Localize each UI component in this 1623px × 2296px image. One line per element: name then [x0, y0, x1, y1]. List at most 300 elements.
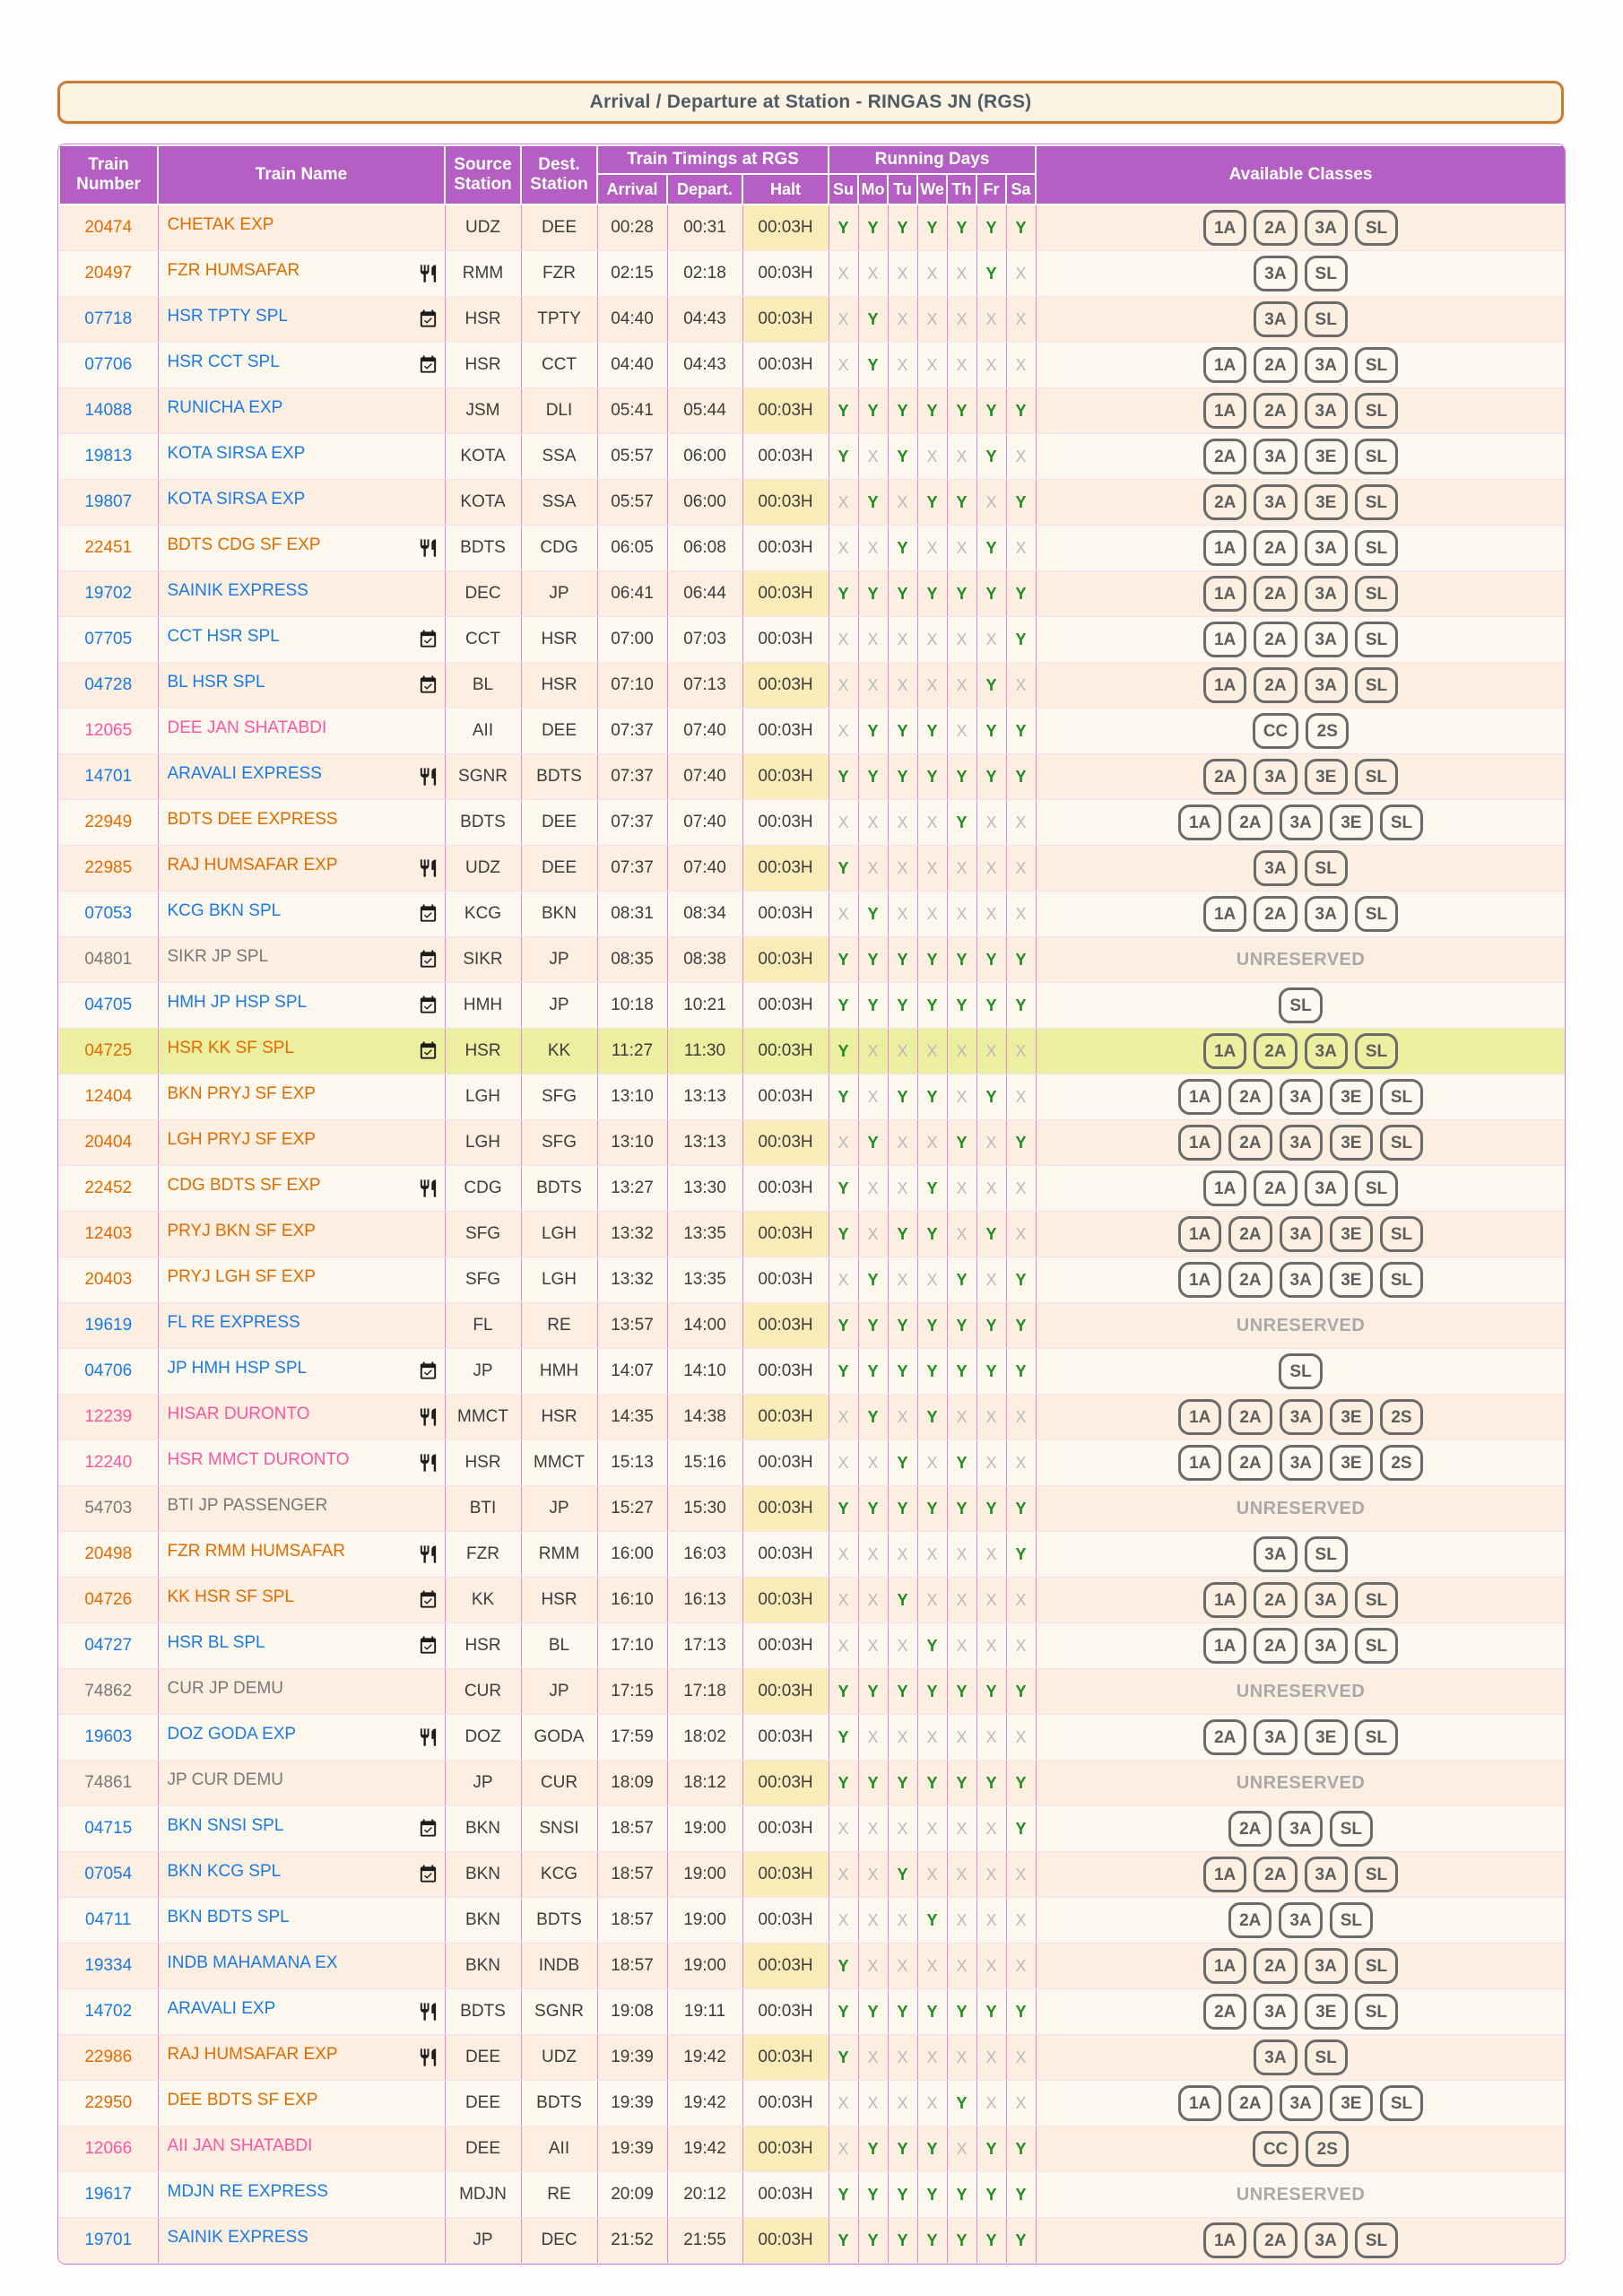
- train-number-link[interactable]: 19702: [59, 571, 158, 617]
- available-classes: [1036, 1395, 1566, 1440]
- running-day-su: Y: [829, 1669, 858, 1715]
- train-name-link[interactable]: [158, 1989, 445, 2035]
- halt-duration: 00:03H: [742, 1989, 829, 2035]
- class-badge: 3A: [1280, 1216, 1323, 1252]
- train-name-text: HSR CCT SPL: [167, 352, 280, 371]
- train-row: [59, 1944, 1566, 1989]
- available-classes: [1036, 1806, 1566, 1852]
- departure-time: 06:08: [667, 526, 742, 571]
- running-day-tu: Y: [888, 2218, 917, 2264]
- class-badge: 3A: [1305, 896, 1348, 932]
- source-station: KOTA: [445, 480, 521, 526]
- train-number-link[interactable]: 22986: [59, 2035, 158, 2081]
- train-number-link[interactable]: 19603: [59, 1715, 158, 1761]
- train-number-link[interactable]: 04801: [59, 937, 158, 983]
- train-number-link[interactable]: 22950: [59, 2081, 158, 2126]
- source-station: KCG: [445, 891, 521, 937]
- train-name-link[interactable]: [158, 1349, 445, 1395]
- source-station: MDJN: [445, 2172, 521, 2218]
- train-number-link[interactable]: 74862: [59, 1669, 158, 1715]
- train-name-link[interactable]: [158, 617, 445, 663]
- class-badge: 3E: [1305, 1719, 1348, 1755]
- dest-station: DEE: [521, 846, 597, 891]
- train-number-link[interactable]: 12066: [59, 2126, 158, 2172]
- halt-duration: 00:03H: [742, 2035, 829, 2081]
- running-day-su: Y: [829, 1944, 858, 1989]
- col-header-halt: Halt: [742, 174, 829, 204]
- arrival-time: 18:57: [597, 1944, 667, 1989]
- running-day-mo: X: [858, 1074, 888, 1120]
- running-day-we: X: [917, 617, 947, 663]
- halt-duration: 00:03H: [742, 1395, 829, 1440]
- train-number-link[interactable]: 07705: [59, 617, 158, 663]
- arrival-time: 07:37: [597, 709, 667, 754]
- running-day-sa: Y: [1006, 1486, 1036, 1532]
- running-day-we: X: [917, 1257, 947, 1303]
- train-name-link[interactable]: [158, 1257, 445, 1303]
- arrival-time: 13:10: [597, 1120, 667, 1166]
- class-badge: 1A: [1178, 1445, 1221, 1481]
- running-day-tu: X: [888, 480, 917, 526]
- running-day-we: X: [917, 434, 947, 480]
- train-name-link[interactable]: [158, 1166, 445, 1212]
- train-name-text: ARAVALI EXP: [167, 1999, 276, 2018]
- train-number-link[interactable]: 19619: [59, 1303, 158, 1349]
- running-day-su: Y: [829, 2218, 858, 2264]
- running-day-th: X: [947, 1623, 976, 1669]
- train-name-link[interactable]: [158, 663, 445, 709]
- train-number-link[interactable]: 04706: [59, 1349, 158, 1395]
- train-name-link[interactable]: [158, 571, 445, 617]
- dest-station: SFG: [521, 1120, 597, 1166]
- class-badge: 3E: [1305, 484, 1348, 520]
- dest-station: RMM: [521, 1532, 597, 1578]
- train-number-link[interactable]: 07054: [59, 1852, 158, 1898]
- train-name-text: RUNICHA EXP: [167, 398, 283, 417]
- running-day-tu: Y: [888, 709, 917, 754]
- train-name-link[interactable]: [158, 1623, 445, 1669]
- train-number-link[interactable]: 04711: [59, 1898, 158, 1944]
- running-day-we: Y: [917, 937, 947, 983]
- train-name-link[interactable]: [158, 251, 445, 297]
- class-badge: SL: [1380, 804, 1423, 840]
- train-number-link[interactable]: 20497: [59, 251, 158, 297]
- running-day-su: X: [829, 800, 858, 846]
- train-name-link[interactable]: [158, 709, 445, 754]
- source-station: DEE: [445, 2035, 521, 2081]
- train-name-link[interactable]: [158, 1440, 445, 1486]
- dest-station: DEE: [521, 709, 597, 754]
- train-number-link[interactable]: 54703: [59, 1486, 158, 1532]
- train-number-link[interactable]: 07718: [59, 297, 158, 343]
- class-badge: 1A: [1178, 1262, 1221, 1298]
- class-badge: 3A: [1305, 1948, 1348, 1984]
- running-day-sa: X: [1006, 1440, 1036, 1486]
- train-number-link[interactable]: 04727: [59, 1623, 158, 1669]
- train-number-link[interactable]: 22452: [59, 1166, 158, 1212]
- running-day-th: Y: [947, 1761, 976, 1806]
- train-name-link[interactable]: [158, 526, 445, 571]
- train-name-link[interactable]: [158, 1395, 445, 1440]
- train-name-text: BKN KCG SPL: [167, 1862, 282, 1881]
- running-day-sa: X: [1006, 434, 1036, 480]
- train-row: [59, 1257, 1566, 1303]
- dest-station: JP: [521, 1486, 597, 1532]
- halt-duration: 00:03H: [742, 1440, 829, 1486]
- train-name-text: PRYJ LGH SF EXP: [167, 1267, 316, 1286]
- running-day-we: X: [917, 1440, 947, 1486]
- train-number-link[interactable]: 04705: [59, 983, 158, 1029]
- running-day-th: X: [947, 1532, 976, 1578]
- departure-time: 16:13: [667, 1578, 742, 1623]
- train-name-link[interactable]: [158, 2126, 445, 2172]
- halt-duration: 00:03H: [742, 1486, 829, 1532]
- dest-station: SSA: [521, 434, 597, 480]
- train-row: [59, 709, 1566, 754]
- running-day-th: Y: [947, 2081, 976, 2126]
- table-header: [59, 145, 1566, 204]
- running-day-su: Y: [829, 1212, 858, 1257]
- class-badge: SL: [1355, 393, 1398, 429]
- class-badge: 3A: [1254, 301, 1297, 337]
- train-number-link[interactable]: 14701: [59, 754, 158, 800]
- train-name-text: JP HMH HSP SPL: [167, 1359, 308, 1378]
- running-day-mo: Y: [858, 571, 888, 617]
- calendar-icon: [418, 948, 438, 972]
- train-number-link[interactable]: 12240: [59, 1440, 158, 1486]
- available-classes: [1036, 2172, 1566, 2218]
- running-day-we: X: [917, 1715, 947, 1761]
- train-number-link[interactable]: 20404: [59, 1120, 158, 1166]
- running-day-th: Y: [947, 983, 976, 1029]
- class-badge: 2A: [1228, 2085, 1271, 2121]
- train-name-link[interactable]: [158, 1669, 445, 1715]
- running-day-mo: X: [858, 846, 888, 891]
- running-day-fr: X: [976, 1715, 1006, 1761]
- train-number-link[interactable]: 20498: [59, 1532, 158, 1578]
- train-row: [59, 1715, 1566, 1761]
- train-number-link[interactable]: 07053: [59, 891, 158, 937]
- running-day-su: X: [829, 663, 858, 709]
- running-day-sa: X: [1006, 526, 1036, 571]
- running-day-th: Y: [947, 1440, 976, 1486]
- class-badge: CC: [1253, 713, 1298, 749]
- running-day-su: Y: [829, 1029, 858, 1074]
- col-header-arrival: Arrival: [597, 174, 667, 204]
- dest-station: BDTS: [521, 1898, 597, 1944]
- train-row: [59, 2218, 1566, 2264]
- train-name-link[interactable]: [158, 891, 445, 937]
- train-number-link[interactable]: 22985: [59, 846, 158, 891]
- train-number-link[interactable]: 04728: [59, 663, 158, 709]
- running-day-we: Y: [917, 1166, 947, 1212]
- train-name-link[interactable]: [158, 1212, 445, 1257]
- train-name-link[interactable]: [158, 1806, 445, 1852]
- running-day-su: X: [829, 1898, 858, 1944]
- running-day-fr: Y: [976, 434, 1006, 480]
- running-day-sa: Y: [1006, 617, 1036, 663]
- dest-station: HMH: [521, 1349, 597, 1395]
- running-day-fr: Y: [976, 983, 1006, 1029]
- running-day-mo: Y: [858, 343, 888, 388]
- class-badge: 3E: [1330, 2085, 1373, 2121]
- arrival-time: 10:18: [597, 983, 667, 1029]
- departure-time: 14:38: [667, 1395, 742, 1440]
- train-name-link[interactable]: [158, 343, 445, 388]
- running-day-we: Y: [917, 2126, 947, 2172]
- class-badge: 1A: [1203, 1170, 1246, 1206]
- running-day-tu: Y: [888, 983, 917, 1029]
- class-badge: SL: [1355, 576, 1398, 612]
- available-classes: [1036, 1898, 1566, 1944]
- running-day-tu: X: [888, 663, 917, 709]
- train-row: [59, 526, 1566, 571]
- train-row: [59, 2081, 1566, 2126]
- train-row: [59, 434, 1566, 480]
- class-badge: SL: [1305, 301, 1348, 337]
- train-name-link[interactable]: [158, 983, 445, 1029]
- running-day-su: X: [829, 891, 858, 937]
- running-day-sa: X: [1006, 1898, 1036, 1944]
- class-badge: SL: [1355, 439, 1398, 474]
- available-classes: [1036, 1486, 1566, 1532]
- train-number-link[interactable]: 74861: [59, 1761, 158, 1806]
- class-badge: SL: [1305, 256, 1348, 291]
- departure-time: 19:11: [667, 1989, 742, 2035]
- class-badge: SL: [1330, 1811, 1373, 1847]
- source-station: SIKR: [445, 937, 521, 983]
- running-day-mo: Y: [858, 1349, 888, 1395]
- departure-time: 08:34: [667, 891, 742, 937]
- train-name-link[interactable]: [158, 846, 445, 891]
- train-number-link[interactable]: 20474: [59, 204, 158, 251]
- running-day-tu: Y: [888, 1669, 917, 1715]
- running-day-tu: Y: [888, 204, 917, 251]
- available-classes: [1036, 251, 1566, 297]
- train-name-link[interactable]: [158, 2172, 445, 2218]
- train-number-link[interactable]: 22949: [59, 800, 158, 846]
- class-badge: 1A: [1178, 1079, 1221, 1115]
- train-name-link[interactable]: [158, 388, 445, 434]
- source-station: BKN: [445, 1944, 521, 1989]
- running-day-fr: Y: [976, 571, 1006, 617]
- running-day-tu: X: [888, 800, 917, 846]
- running-day-sa: Y: [1006, 1349, 1036, 1395]
- arrival-time: 02:15: [597, 251, 667, 297]
- class-badge: 2A: [1254, 1582, 1297, 1618]
- class-badge: 3A: [1279, 1902, 1322, 1938]
- running-day-fr: Y: [976, 1303, 1006, 1349]
- train-name-text: HSR MMCT DURONTO: [167, 1450, 350, 1469]
- train-name-link[interactable]: [158, 1715, 445, 1761]
- available-classes: [1036, 297, 1566, 343]
- available-classes: [1036, 937, 1566, 983]
- train-name-link[interactable]: [158, 1532, 445, 1578]
- train-row: [59, 1212, 1566, 1257]
- train-name-link[interactable]: [158, 1486, 445, 1532]
- running-day-tu: X: [888, 1029, 917, 1074]
- train-row: [59, 343, 1566, 388]
- arrival-time: 13:32: [597, 1212, 667, 1257]
- train-name-link[interactable]: [158, 1578, 445, 1623]
- train-number-link[interactable]: 19617: [59, 2172, 158, 2218]
- train-name-text: BTI JP PASSENGER: [167, 1496, 328, 1515]
- running-day-mo: X: [858, 1623, 888, 1669]
- train-name-link[interactable]: [158, 937, 445, 983]
- train-number-link[interactable]: 07706: [59, 343, 158, 388]
- running-day-mo: Y: [858, 1669, 888, 1715]
- train-number-link[interactable]: 12403: [59, 1212, 158, 1257]
- available-classes: [1036, 434, 1566, 480]
- running-day-th: Y: [947, 1303, 976, 1349]
- class-badge: 3A: [1280, 2085, 1323, 2121]
- source-station: DEE: [445, 2081, 521, 2126]
- train-number-link[interactable]: 04726: [59, 1578, 158, 1623]
- running-day-sa: Y: [1006, 2218, 1036, 2264]
- col-header-day-su: Su: [829, 174, 858, 204]
- train-number-link[interactable]: 12239: [59, 1395, 158, 1440]
- train-number-link[interactable]: 12065: [59, 709, 158, 754]
- train-name-link[interactable]: [158, 1761, 445, 1806]
- train-number-link[interactable]: 14088: [59, 388, 158, 434]
- train-name-link[interactable]: [158, 1074, 445, 1120]
- running-day-tu: X: [888, 1257, 917, 1303]
- train-name-link[interactable]: [158, 2081, 445, 2126]
- train-name-link[interactable]: [158, 1029, 445, 1074]
- running-day-we: Y: [917, 1303, 947, 1349]
- train-name-text: ARAVALI EXPRESS: [167, 764, 322, 783]
- running-day-mo: X: [858, 1944, 888, 1989]
- running-day-we: X: [917, 297, 947, 343]
- running-day-we: Y: [917, 204, 947, 251]
- running-day-su: Y: [829, 1989, 858, 2035]
- running-day-fr: X: [976, 1029, 1006, 1074]
- train-number-link[interactable]: 20403: [59, 1257, 158, 1303]
- running-day-fr: Y: [976, 1486, 1006, 1532]
- source-station: BDTS: [445, 526, 521, 571]
- running-day-fr: Y: [976, 204, 1006, 251]
- train-name-text: RAJ HUMSAFAR EXP: [167, 2045, 338, 2064]
- running-day-we: X: [917, 846, 947, 891]
- class-badge: 3E: [1330, 1079, 1373, 1115]
- train-name-link[interactable]: [158, 754, 445, 800]
- source-station: HSR: [445, 1623, 521, 1669]
- train-number-link[interactable]: 19813: [59, 434, 158, 480]
- dest-station: BKN: [521, 891, 597, 937]
- departure-time: 15:16: [667, 1440, 742, 1486]
- train-number-link[interactable]: 22451: [59, 526, 158, 571]
- train-name-text: BDTS DEE EXPRESS: [167, 810, 338, 829]
- class-badge: 3A: [1254, 1536, 1297, 1572]
- train-number-link[interactable]: 04715: [59, 1806, 158, 1852]
- train-name-link[interactable]: [158, 1852, 445, 1898]
- running-day-we: Y: [917, 1898, 947, 1944]
- train-number-link[interactable]: 19807: [59, 480, 158, 526]
- source-station: HSR: [445, 297, 521, 343]
- class-badge: 1A: [1203, 1857, 1246, 1892]
- halt-duration: 00:03H: [742, 1623, 829, 1669]
- unreserved-label: UNRESERVED: [1236, 2184, 1366, 2205]
- train-number-link[interactable]: 19334: [59, 1944, 158, 1989]
- train-number-link[interactable]: 04725: [59, 1029, 158, 1074]
- dest-station: CCT: [521, 343, 597, 388]
- class-badge: 1A: [1178, 1125, 1221, 1161]
- train-name-text: BDTS CDG SF EXP: [167, 535, 321, 554]
- available-classes: [1036, 480, 1566, 526]
- class-badge: 2A: [1254, 530, 1297, 566]
- class-badge: 2A: [1254, 210, 1297, 246]
- train-name-link[interactable]: [158, 204, 445, 251]
- running-day-su: Y: [829, 1715, 858, 1761]
- dest-station: FZR: [521, 251, 597, 297]
- train-number-link[interactable]: 12404: [59, 1074, 158, 1120]
- class-badge: 1A: [1178, 804, 1221, 840]
- train-name-link[interactable]: [158, 1120, 445, 1166]
- col-header-day-we: We: [917, 174, 947, 204]
- running-day-fr: X: [976, 1395, 1006, 1440]
- train-name-text: KK HSR SF SPL: [167, 1587, 294, 1606]
- train-name-link[interactable]: [158, 2218, 445, 2264]
- running-day-fr: X: [976, 343, 1006, 388]
- train-name-link[interactable]: [158, 800, 445, 846]
- train-name-link[interactable]: [158, 1944, 445, 1989]
- departure-time: 00:31: [667, 204, 742, 251]
- halt-duration: 00:03H: [742, 1715, 829, 1761]
- running-day-tu: X: [888, 1120, 917, 1166]
- running-day-fr: X: [976, 1944, 1006, 1989]
- halt-duration: 00:03H: [742, 891, 829, 937]
- dest-station: SGNR: [521, 1989, 597, 2035]
- train-row: [59, 1532, 1566, 1578]
- running-day-mo: Y: [858, 1395, 888, 1440]
- train-name-link[interactable]: [158, 2035, 445, 2081]
- running-day-we: X: [917, 2035, 947, 2081]
- departure-time: 13:35: [667, 1257, 742, 1303]
- train-name-text: RAJ HUMSAFAR EXP: [167, 856, 338, 874]
- train-name-link[interactable]: [158, 434, 445, 480]
- available-classes: [1036, 2126, 1566, 2172]
- running-day-su: X: [829, 251, 858, 297]
- departure-time: 20:12: [667, 2172, 742, 2218]
- departure-time: 02:18: [667, 251, 742, 297]
- running-day-th: X: [947, 846, 976, 891]
- dest-station: HSR: [521, 1578, 597, 1623]
- train-name-link[interactable]: [158, 297, 445, 343]
- available-classes: [1036, 1715, 1566, 1761]
- running-day-th: X: [947, 1852, 976, 1898]
- running-day-mo: X: [858, 251, 888, 297]
- class-badge: SL: [1279, 987, 1322, 1023]
- available-classes: [1036, 1989, 1566, 2035]
- train-name-link[interactable]: [158, 1898, 445, 1944]
- class-badge: SL: [1355, 1994, 1398, 2030]
- available-classes: [1036, 1166, 1566, 1212]
- food-icon: [418, 536, 438, 561]
- departure-time: 07:13: [667, 663, 742, 709]
- class-badge: 1A: [1203, 896, 1246, 932]
- train-name-link[interactable]: [158, 1303, 445, 1349]
- train-number-link[interactable]: 19701: [59, 2218, 158, 2264]
- train-name-text: SAINIK EXPRESS: [167, 581, 308, 600]
- train-number-link[interactable]: 14702: [59, 1989, 158, 2035]
- running-day-su: Y: [829, 2172, 858, 2218]
- dest-station: CDG: [521, 526, 597, 571]
- running-day-mo: X: [858, 1029, 888, 1074]
- available-classes: [1036, 388, 1566, 434]
- train-row: [59, 1623, 1566, 1669]
- train-name-link[interactable]: [158, 480, 445, 526]
- class-badge: 3A: [1305, 2222, 1348, 2258]
